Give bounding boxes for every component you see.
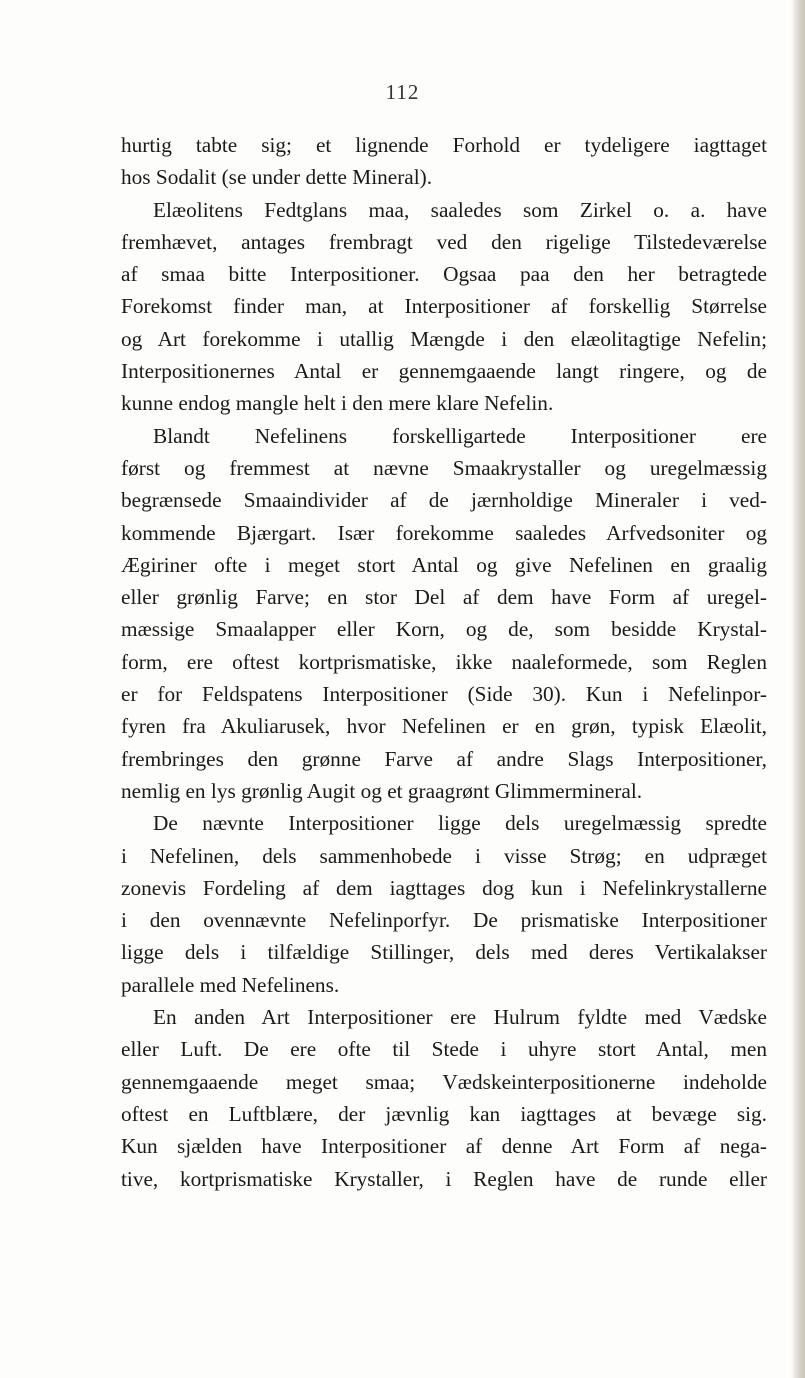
body-text (121, 129, 767, 1195)
text-line: eller Luft. De ere ofte til Stede i uhyre stort Antal, men (121, 1037, 767, 1062)
text-line: Kun sjælden have Interpositioner af denne Art Form af nega- (121, 1134, 767, 1159)
text-line: hurtig tabte sig; et lignende Forhold er tydeligere iagttaget (121, 133, 767, 157)
text-line: Ægiriner ofte i meget stort Antal og give Nefelinen en graalig (121, 552, 767, 577)
text-line: Forekomst finder man, at Interpositioner af forskellig Størrelse (121, 294, 767, 319)
text-line: En anden Art Interpositioner ere Hulrum fyldte med Vædske (153, 1005, 767, 1030)
text-line: først og fremmest at nævne Smaakrystaller og uregelmæssig (121, 455, 767, 480)
text-line: ligge dels i tilfældige Stillinger, dels med deres Vertikalakser (121, 940, 767, 965)
text-line: kunne endog mangle helt i den mere klare Nefelin. (121, 391, 554, 416)
text-line: eller grønlig Farve; en stor Del af dem have Form af uregel- (121, 585, 767, 610)
text-line: tive, kortprismatiske Krystaller, i Reglen have de runde eller (121, 1166, 767, 1191)
text-line: i den ovennævnte Nefelinporfyr. De prismatiske Interpositioner (121, 908, 767, 933)
text-line: fyren fra Akuliarusek, hvor Nefelinen er en grøn, typisk Elæolit, (121, 714, 767, 739)
text-line: Interpositionernes Antal er gennemgaaende langt ringere, og de (121, 359, 767, 384)
text-line: begrænsede Smaaindivider af de jærnholdige Mineraler i ved- (121, 488, 767, 513)
text-line: Blandt Nefelinens forskelligartede Interpositioner ere (153, 423, 767, 448)
text-line: parallele med Nefelinens. (121, 972, 340, 997)
text-line: og Art forekomme i utallig Mængde i den elæolitagtige Nefelin; (121, 326, 767, 351)
text-line: i Nefelinen, dels sammenhobede i visse Strøg; en udpræget (121, 843, 767, 868)
page-edge-shadow (791, 0, 805, 1378)
text-line: oftest en Luftblære, der jævnlig kan iagttages at bevæge sig. (121, 1101, 767, 1126)
text-line: kommende Bjærgart. Især forekomme saaledes Arfvedsoniter og (121, 520, 767, 545)
text-line: frembringes den grønne Farve af andre Slags Interpositioner, (121, 746, 767, 771)
text-line: er for Feldspatens Interpositioner (Side 30). Kun i Nefelinpor- (121, 682, 767, 707)
text-line: af smaa bitte Interpositioner. Ogsaa paa den her betragtede (121, 262, 767, 287)
text-line: zonevis Fordeling af dem iagttages dog kun i Nefelinkrystallerne (121, 875, 767, 900)
text-line: fremhævet, antages frembragt ved den rigelige Tilstedeværelse (121, 229, 767, 254)
text-line: nemlig en lys grønlig Augit og et graagrønt Glimmermineral. (121, 778, 643, 803)
text-line: mæssige Smaalapper eller Korn, og de, som besidde Krystal- (121, 617, 767, 642)
text-line: hos Sodalit (se under dette Mineral). (121, 165, 433, 190)
text-line: Elæolitens Fedtglans maa, saaledes som Zirkel o. a. have (153, 197, 767, 222)
page-number: 112 (385, 80, 420, 104)
text-line: gennemgaaende meget smaa; Vædskeinterpositionerne indeholde (121, 1069, 767, 1094)
text-line: De nævnte Interpositioner ligge dels uregelmæssig spredte (153, 811, 767, 836)
text-line: form, ere oftest kortprismatiske, ikke naaleformede, som Reglen (121, 649, 767, 674)
